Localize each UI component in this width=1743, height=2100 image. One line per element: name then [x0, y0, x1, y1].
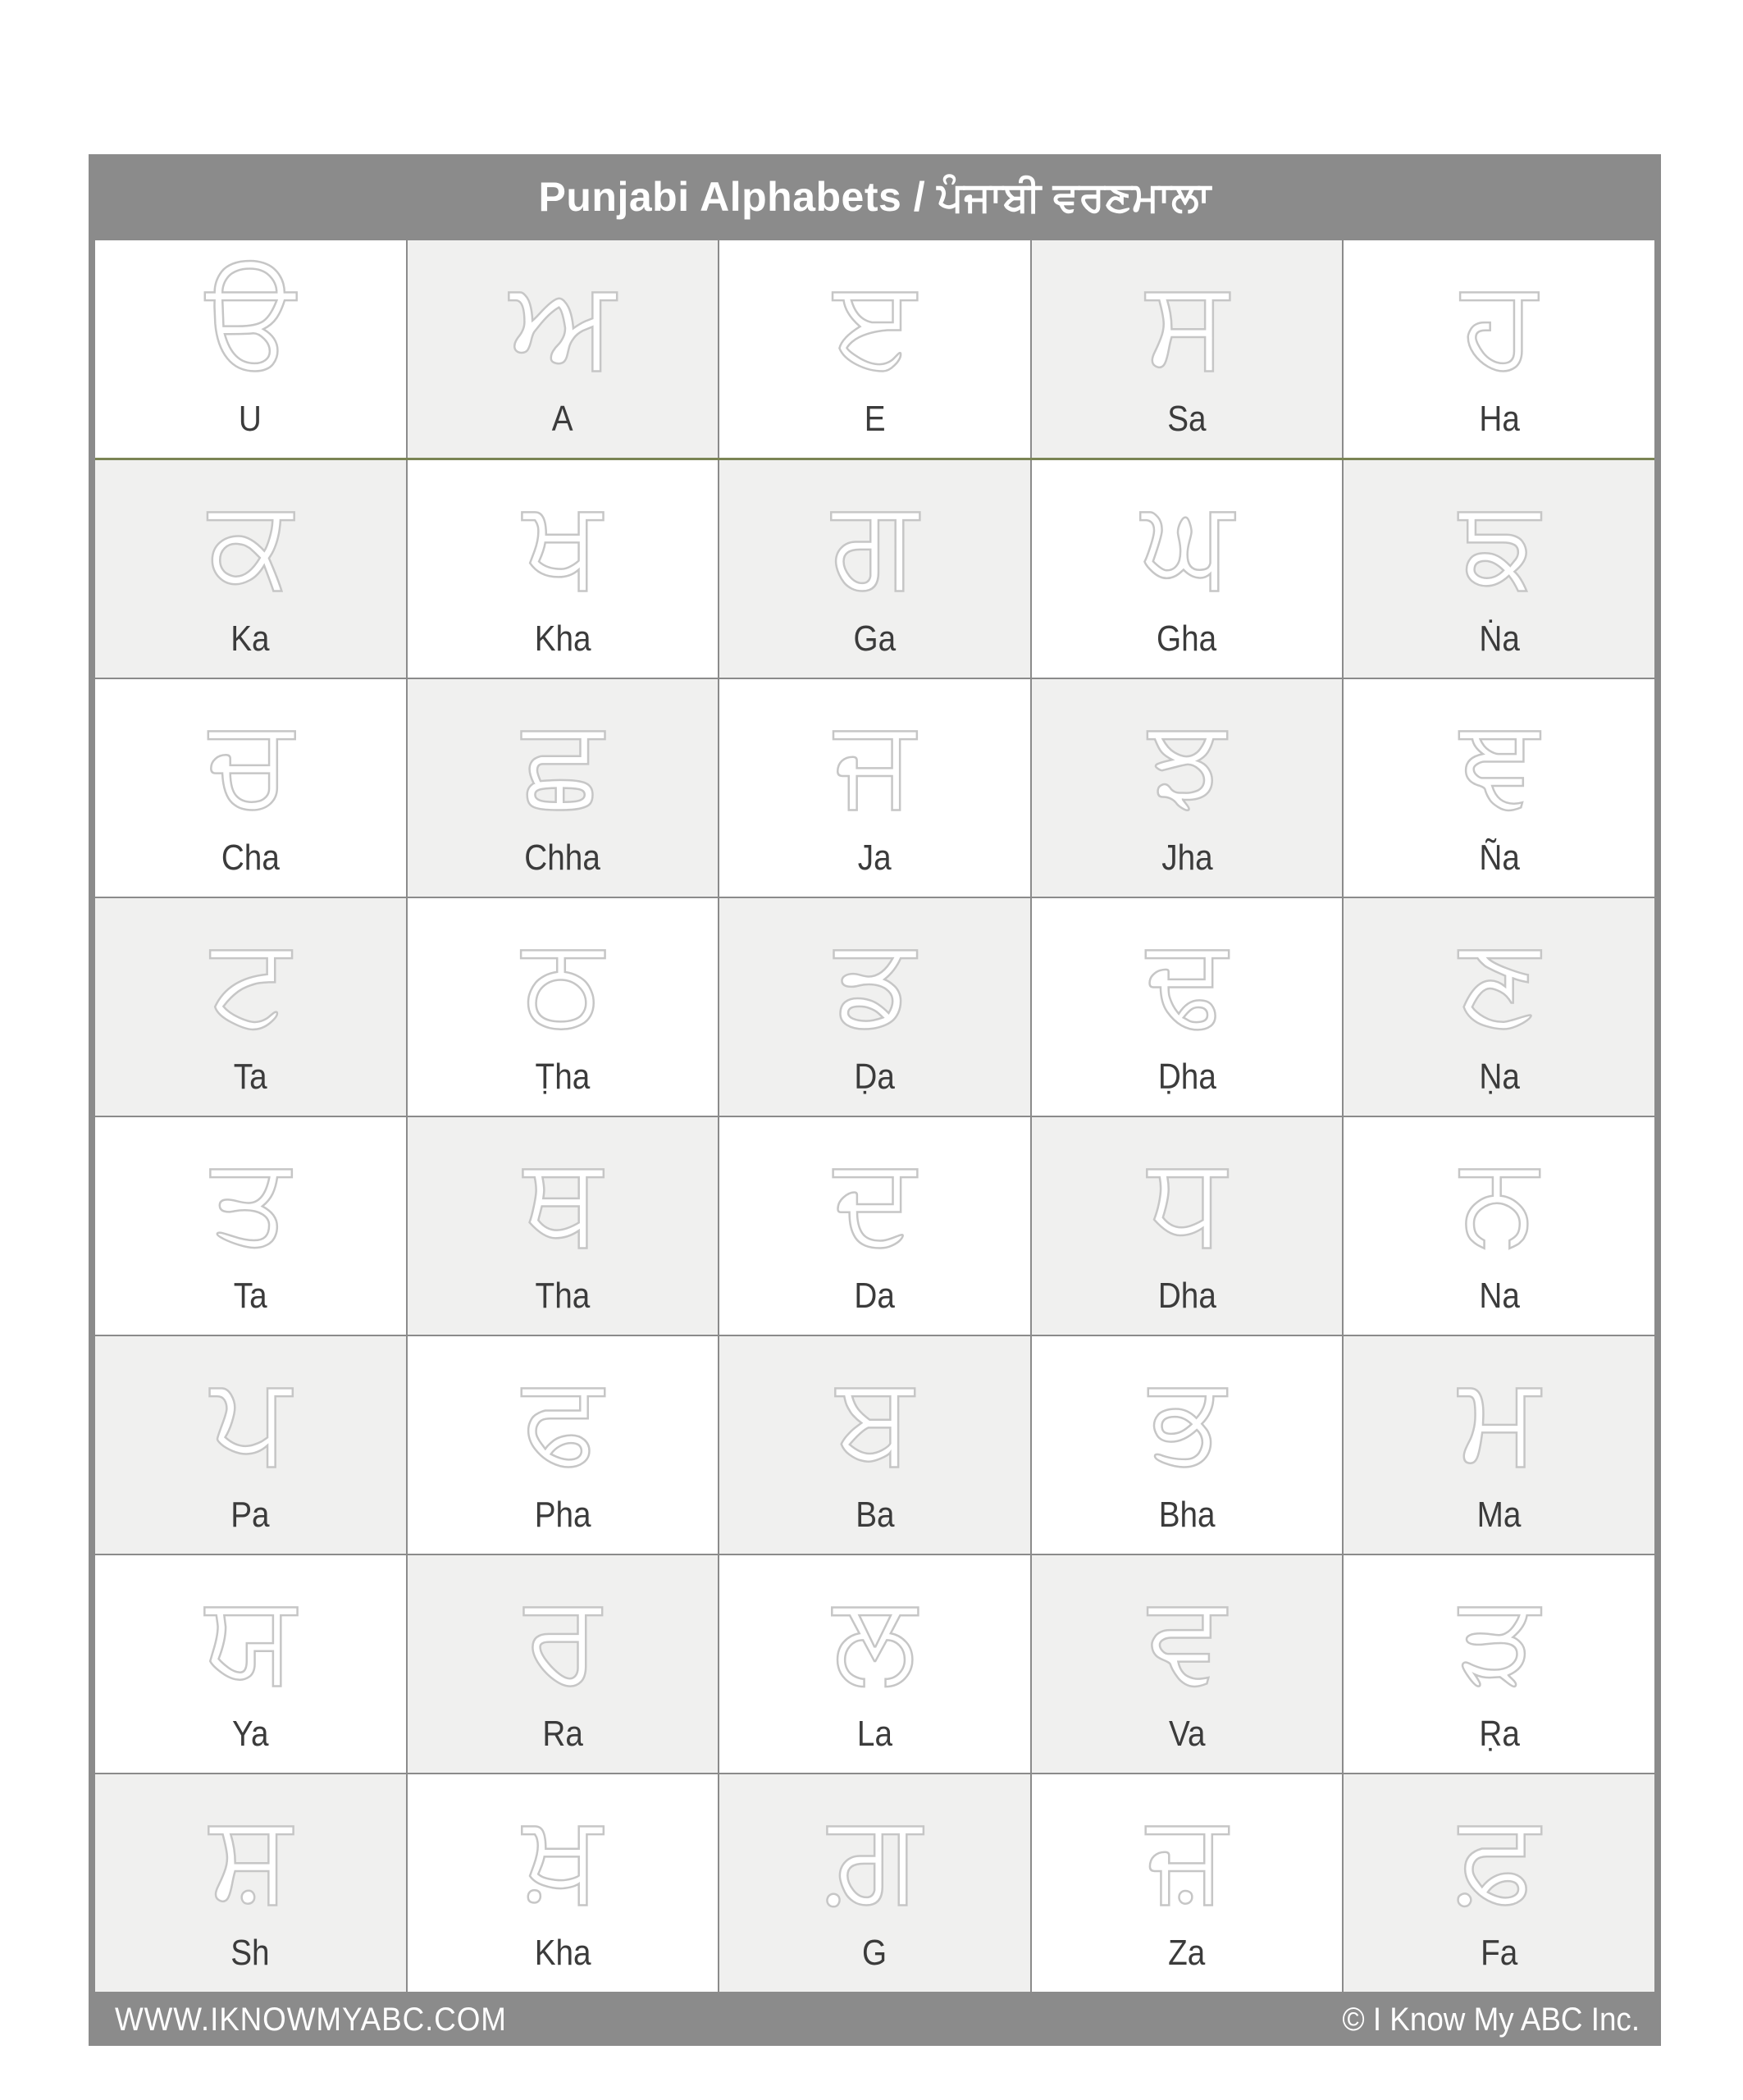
gurmukhi-letter: ਡ	[834, 911, 915, 1049]
letter-cell	[406, 460, 719, 678]
letter-label: Ga	[853, 619, 897, 659]
grid-row	[95, 1555, 1654, 1774]
letter-label: Kha	[534, 619, 591, 659]
gurmukhi-letter: ਧ	[1148, 1130, 1226, 1268]
letter-label: Jha	[1161, 838, 1213, 878]
letter-label: Fa	[1481, 1933, 1518, 1973]
letter-label: Na	[1478, 1276, 1520, 1316]
letter-cell	[95, 240, 406, 458]
letter-label: La	[856, 1714, 893, 1754]
grid-row	[95, 1117, 1654, 1336]
gurmukhi-letter: ਚ	[208, 692, 292, 830]
letter-cell	[718, 1117, 1030, 1335]
letter-label: Ja	[858, 838, 892, 878]
letter-label: Ra	[542, 1714, 583, 1754]
letter-label: Ha	[1478, 399, 1520, 439]
gurmukhi-letter: ਨ	[1460, 1130, 1538, 1268]
letter-cell	[1342, 1117, 1654, 1335]
gurmukhi-letter: ੳ	[205, 253, 295, 391]
letter-label: Dha	[1157, 1276, 1216, 1316]
letter-cell	[1342, 679, 1654, 897]
letter-label: Tha	[535, 1276, 591, 1316]
gurmukhi-letter: ਗ	[832, 472, 918, 611]
letter-label: Cha	[221, 838, 280, 878]
gurmukhi-letter: ਟ	[211, 911, 290, 1049]
gurmukhi-letter: ਫ	[522, 1349, 603, 1487]
letter-label: Pa	[230, 1495, 270, 1535]
letter-cell	[1342, 1555, 1654, 1773]
gurmukhi-letter: ਠ	[522, 911, 604, 1049]
letter-cell	[718, 1336, 1030, 1554]
letter-cell	[1030, 898, 1343, 1116]
gurmukhi-letter: ਬ	[836, 1349, 914, 1487]
letter-cell	[718, 1774, 1030, 1992]
gurmukhi-letter: ਖ	[523, 472, 602, 611]
gurmukhi-letter: ਸ	[1146, 253, 1229, 391]
letter-cell	[95, 460, 406, 678]
gurmukhi-letter: ਝ	[1148, 692, 1226, 830]
gurmukhi-letter: ਦ	[833, 1130, 916, 1268]
gurmukhi-letter: ਘ	[1141, 472, 1233, 611]
grid-row	[95, 898, 1654, 1117]
letter-label: Chha	[524, 838, 601, 878]
letter-cell	[95, 1774, 406, 1992]
letter-label: Ka	[230, 619, 270, 659]
page-title: Punjabi Alphabets / ਪੰਜਾਬੀ ਵਰਣਮਾਲਾ	[538, 174, 1211, 220]
letter-label: G	[862, 1933, 887, 1973]
letter-cell	[1030, 1774, 1343, 1992]
gurmukhi-letter: ਰ	[524, 1568, 601, 1706]
grid-row	[95, 460, 1654, 679]
letter-cell	[718, 898, 1030, 1116]
letter-cell	[1342, 1774, 1654, 1992]
gurmukhi-letter: ਲ	[833, 1568, 917, 1706]
copyright-text: © I Know My ABC Inc.	[1342, 2001, 1640, 2038]
letter-cell	[1342, 240, 1654, 458]
letter-cell	[718, 679, 1030, 897]
gurmukhi-letter: ਗ਼	[828, 1787, 922, 1925]
letter-label: Kha	[534, 1933, 591, 1973]
gurmukhi-letter: ਮ	[1458, 1349, 1540, 1487]
website-url: WWW.IKNOWMYABC.COM	[115, 2001, 507, 2038]
gurmukhi-letter: ਵ	[1148, 1568, 1226, 1706]
letter-label: U	[239, 399, 262, 439]
gurmukhi-letter: ਹ	[1461, 253, 1537, 391]
gurmukhi-letter: ਢ	[1147, 911, 1228, 1049]
header-bar	[89, 154, 1661, 240]
letter-label: Ña	[1478, 838, 1520, 878]
letter-label: Sa	[1167, 399, 1207, 439]
letter-label: Ta	[233, 1057, 267, 1097]
gurmukhi-letter: ਛ	[522, 692, 604, 830]
letter-cell	[718, 460, 1030, 678]
gurmukhi-letter: ੲ	[833, 253, 916, 391]
gurmukhi-letter: ਕ	[208, 472, 293, 611]
letter-label: A	[551, 399, 573, 439]
letter-label: Ḍha	[1157, 1057, 1216, 1097]
footer-bar	[89, 1993, 1661, 2046]
gurmukhi-letter: ਥ	[523, 1130, 602, 1268]
letter-cell	[406, 1774, 719, 1992]
gurmukhi-letter: ਜ਼	[1147, 1787, 1227, 1925]
letter-cell	[1030, 1555, 1343, 1773]
letter-label: Ṇa	[1478, 1057, 1520, 1097]
letter-label: Ya	[232, 1714, 269, 1754]
letter-label: Da	[854, 1276, 896, 1316]
letter-label: E	[864, 399, 886, 439]
letter-cell	[1342, 460, 1654, 678]
gurmukhi-letter: ਞ	[1459, 692, 1539, 830]
letter-label: Bha	[1158, 1495, 1216, 1535]
alphabet-grid	[89, 240, 1661, 1993]
letter-label: Ṭha	[535, 1057, 591, 1097]
letter-cell	[406, 679, 719, 897]
letter-cell	[95, 1336, 406, 1554]
letter-cell	[95, 898, 406, 1116]
letter-cell	[1342, 898, 1654, 1116]
grid-row	[95, 1774, 1654, 1993]
letter-label: Ṛa	[1478, 1714, 1520, 1754]
gurmukhi-letter: ਙ	[1458, 472, 1540, 611]
gurmukhi-letter: ਫ਼	[1458, 1787, 1540, 1925]
letter-label: Sh	[230, 1933, 270, 1973]
letter-cell	[1030, 240, 1343, 458]
letter-cell	[1030, 1336, 1343, 1554]
letter-label: Va	[1168, 1714, 1206, 1754]
gurmukhi-letter: ਭ	[1149, 1349, 1225, 1487]
letter-cell	[1030, 1117, 1343, 1335]
letter-label: Pha	[534, 1495, 591, 1535]
letter-cell	[406, 1117, 719, 1335]
letter-label: Za	[1168, 1933, 1206, 1973]
gurmukhi-letter: ਪ	[210, 1349, 290, 1487]
letter-cell	[95, 1117, 406, 1335]
letter-cell	[1030, 460, 1343, 678]
letter-cell	[95, 1555, 406, 1773]
letter-label: Ma	[1476, 1495, 1522, 1535]
grid-row	[95, 240, 1654, 460]
letter-cell	[1342, 1336, 1654, 1554]
letter-cell	[406, 240, 719, 458]
letter-cell	[718, 240, 1030, 458]
gurmukhi-letter: ਖ਼	[523, 1787, 602, 1925]
grid-row	[95, 1336, 1654, 1555]
gurmukhi-letter: ਸ਼	[209, 1787, 292, 1925]
letter-label: Ṅa	[1478, 619, 1520, 659]
gurmukhi-letter: ੜ	[1458, 1568, 1540, 1706]
letter-cell	[1030, 679, 1343, 897]
letter-label: Ba	[855, 1495, 895, 1535]
gurmukhi-letter: ਯ	[205, 1568, 296, 1706]
letter-cell	[406, 898, 719, 1116]
letter-label: Gha	[1157, 619, 1217, 659]
letter-cell	[406, 1336, 719, 1554]
alphabet-chart	[89, 154, 1661, 2046]
gurmukhi-letter: ਜ	[834, 692, 915, 830]
grid-row	[95, 679, 1654, 898]
gurmukhi-letter: ਅ	[509, 253, 616, 391]
letter-label: Ḍa	[854, 1057, 896, 1097]
letter-cell	[406, 1555, 719, 1773]
letter-cell	[718, 1555, 1030, 1773]
gurmukhi-letter: ਤ	[211, 1130, 290, 1268]
letter-cell	[95, 679, 406, 897]
letter-label: Ta	[233, 1276, 267, 1316]
gurmukhi-letter: ਣ	[1458, 911, 1540, 1049]
